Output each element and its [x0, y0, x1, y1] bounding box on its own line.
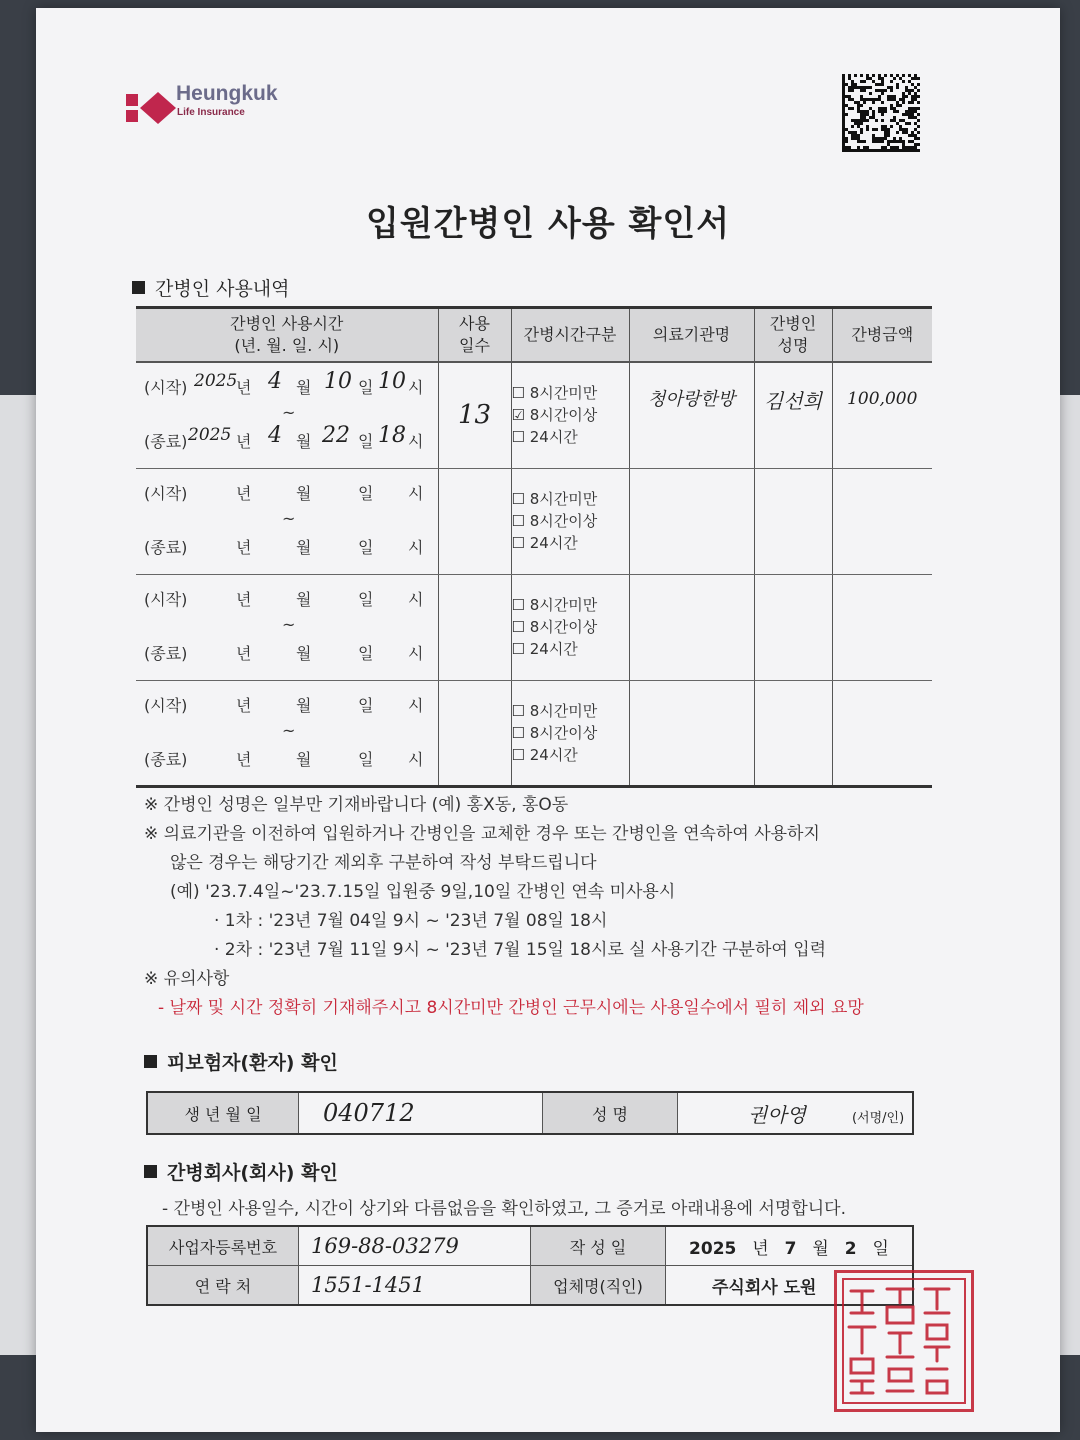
checkbox-icon: ☐: [511, 428, 525, 447]
care-type-option[interactable]: ☐ 8시간미만: [511, 701, 598, 720]
document-page: [36, 8, 1060, 1432]
care-type-option[interactable]: ☑ 8시간이상: [511, 406, 598, 425]
insured-table: [146, 1091, 914, 1135]
caregiver-name-cell: [754, 468, 832, 574]
caregiver-name-cell: 김선희: [754, 362, 832, 468]
insured-name-value: 권아영 (서명/인): [748, 1102, 905, 1127]
amount-cell: [832, 468, 932, 574]
usage-row: [136, 468, 932, 574]
qr-code-icon: [842, 74, 920, 152]
note-2b: 않은 경우는 해당기간 제외후 구분하여 작성 부탁드립니다: [170, 853, 597, 873]
care-type-option[interactable]: ☐ 24시간: [511, 640, 578, 658]
header-amount: 간병금액: [832, 308, 932, 363]
contact-label: 연 락 처: [147, 1266, 299, 1306]
checkbox-icon: ☐: [511, 490, 525, 508]
sign-label: (서명/인): [851, 1110, 905, 1126]
usage-time-cell: (시작) 년 월 일 시 ~ (종료) 년 월 일 시: [136, 468, 438, 574]
note-5: · 2차 : '23년 7월 11일 9시 ~ '23년 7월 15일 18시로 실 사용기간 구분하여 입력: [214, 940, 827, 960]
checkbox-icon: ☐: [511, 723, 525, 742]
care-type-option[interactable]: ☐ 8시간이상: [511, 512, 598, 530]
birth-value: 040712: [299, 1092, 543, 1134]
usage-days-cell: [438, 574, 511, 680]
start-hour: 10: [378, 369, 406, 394]
usage-time-cell: (시작) 년 월 일 시 ~ (종료) 년 월 일 시: [136, 680, 438, 786]
checkbox-icon: ☑: [511, 406, 525, 425]
written-date: 2025 년 7 월 2 일: [666, 1226, 914, 1266]
biz-number-value: 169-88-03279: [299, 1226, 531, 1266]
checkbox-icon: ☐: [511, 534, 525, 552]
amount-cell: 100,000: [832, 362, 932, 468]
checkbox-icon: ☐: [511, 596, 525, 614]
end-month: 4: [268, 423, 282, 448]
section-company-heading: 간병회사(회사) 확인: [144, 1158, 338, 1185]
usage-days-cell: [438, 468, 511, 574]
company-name-value: 주식회사 도원: [712, 1277, 817, 1298]
company-table: [146, 1225, 914, 1306]
care-type-checkboxes: [511, 574, 629, 680]
usage-row: [136, 574, 932, 680]
contact-value: 1551-1451: [299, 1266, 531, 1306]
instructions: [144, 791, 944, 1023]
note-4: · 1차 : '23년 7월 04일 9시 ~ '23년 7월 08일 18시: [214, 911, 608, 931]
care-type-option[interactable]: ☐ 8시간미만: [511, 384, 598, 403]
checkbox-icon: ☐: [511, 701, 525, 720]
note-1: ※ 간병인 성명은 일부만 기재바랍니다 (예) 홍X동, 홍O동: [144, 795, 569, 815]
care-type-option[interactable]: ☐ 8시간이상: [511, 618, 598, 636]
end-day: 22: [322, 423, 350, 448]
header-caregiver-name: 간병인 성명: [754, 308, 832, 363]
usage-time-cell: (시작) 2025 년 4 월 10 일 10 시 ~ (종료) 2025 년 4 월 22 일 18 시: [136, 362, 438, 468]
hospital-cell: [629, 468, 754, 574]
usage-row: [136, 680, 932, 786]
care-type-checkboxes: [511, 468, 629, 574]
header-hospital: 의료기관명: [629, 308, 754, 363]
amount-cell: [832, 574, 932, 680]
note-7-warning: - 날짜 및 시간 정확히 기재해주시고 8시간미만 간병인 근무시에는 사용일수에서 필히 제외 요망: [158, 998, 864, 1018]
company-seal-stamp: [834, 1270, 974, 1412]
note-3: (예) '23.7.4일~'23.7.15일 입원중 9일,10일 간병인 연속 미사용시: [170, 882, 676, 902]
caregiver-name-cell: [754, 680, 832, 786]
checkbox-icon: ☐: [511, 384, 525, 403]
checkbox-icon: ☐: [511, 618, 525, 636]
hospital-cell: [629, 574, 754, 680]
usage-days-cell: [438, 680, 511, 786]
logo-name: Heungkuk: [176, 82, 278, 105]
end-year: 2025: [188, 425, 232, 445]
logo-subtitle: Life Insurance: [177, 107, 245, 118]
biz-number-label: 사업자등록번호: [147, 1226, 299, 1266]
checkbox-icon: ☐: [511, 640, 525, 658]
checkbox-icon: ☐: [511, 745, 525, 764]
usage-days-cell: 13: [438, 362, 511, 468]
care-type-option[interactable]: ☐ 24시간: [511, 745, 578, 764]
header-usage-time: 간병인 사용시간 (년. 월. 일. 시): [136, 308, 438, 363]
name-label: 성 명: [543, 1092, 678, 1134]
end-hour: 18: [378, 423, 406, 448]
care-type-checkboxes: [511, 680, 629, 786]
care-type-checkboxes: [511, 362, 629, 468]
note-6: ※ 유의사항: [144, 969, 230, 989]
header-usage-days: 사용 일수: [438, 308, 511, 363]
document-title: 입원간병인 사용 확인서: [365, 204, 731, 244]
start-year: 2025: [194, 371, 238, 391]
hospital-cell: [629, 680, 754, 786]
care-type-option[interactable]: ☐ 8시간미만: [511, 490, 598, 508]
usage-time-cell: (시작) 년 월 일 시 ~ (종료) 년 월 일 시: [136, 574, 438, 680]
checkbox-icon: ☐: [511, 512, 525, 530]
care-type-option[interactable]: ☐ 24시간: [511, 534, 578, 552]
company-confirm-text: - 간병인 사용일수, 시간이 상기와 다름없음을 확인하였고, 그 증거로 아래내용에 서명합니다.: [162, 1199, 846, 1219]
care-type-option[interactable]: ☐ 8시간미만: [511, 596, 598, 614]
start-day: 10: [324, 369, 352, 394]
usage-row: [136, 362, 932, 468]
care-type-option[interactable]: ☐ 8시간이상: [511, 723, 598, 742]
section-insured-heading: 피보험자(환자) 확인: [144, 1048, 338, 1075]
caregiver-usage-table: [136, 306, 932, 788]
hospital-cell: 청아랑한방: [629, 362, 754, 468]
birth-label: 생 년 월 일: [147, 1092, 299, 1134]
section-caregiver-usage-heading: 간병인 사용내역: [132, 274, 290, 301]
note-2a: ※ 의료기관을 이전하여 입원하거나 간병인을 교체한 경우 또는 간병인을 연속하여 사용하지: [144, 824, 820, 844]
care-type-option[interactable]: ☐ 24시간: [511, 428, 578, 447]
company-name-label: 업체명(직인): [531, 1266, 666, 1306]
header-care-type: 간병시간구분: [511, 308, 629, 363]
caregiver-name-cell: [754, 574, 832, 680]
amount-cell: [832, 680, 932, 786]
start-month: 4: [268, 369, 282, 394]
date-label: 작 성 일: [531, 1226, 666, 1266]
